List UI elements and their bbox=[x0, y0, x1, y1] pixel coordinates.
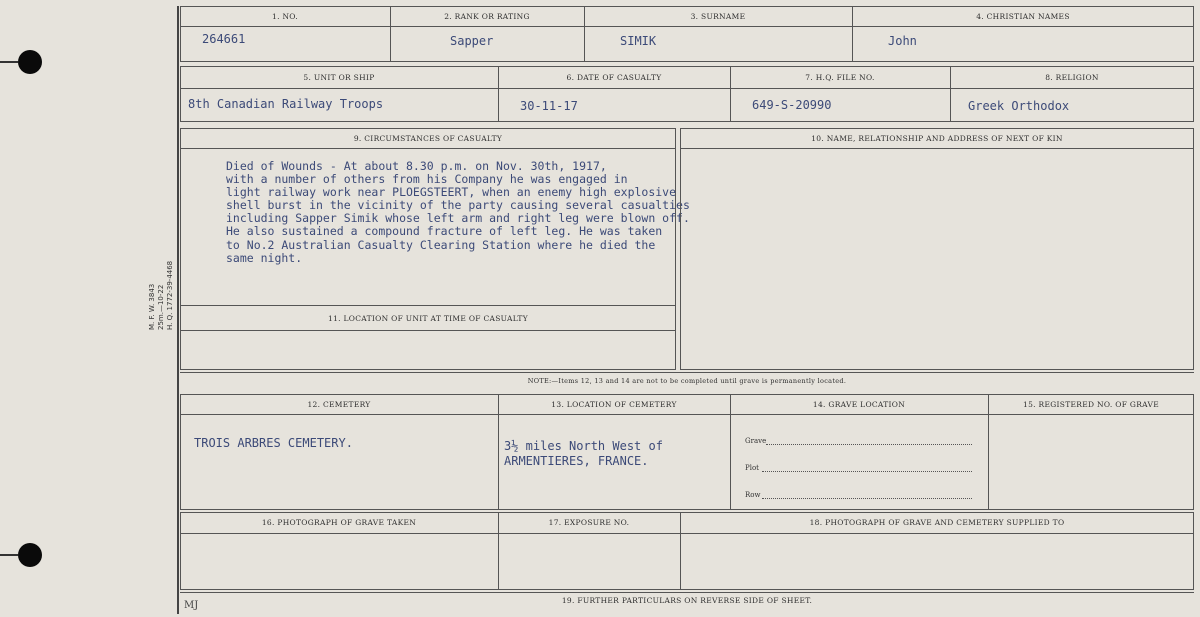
punch-hole-top bbox=[18, 50, 42, 74]
row4-divider bbox=[730, 394, 731, 510]
clerk-initials: MJ bbox=[184, 600, 199, 611]
rank-label: 2. RANK OR RATING bbox=[444, 12, 530, 21]
religion-label: 8. RELIGION bbox=[1045, 73, 1099, 82]
next-of-kin-label: 10. NAME, RELATIONSHIP AND ADDRESS OF NEXT OF KIN bbox=[811, 134, 1063, 143]
circumstances-line: to No.2 Australian Casualty Clearing Station where he died the bbox=[226, 237, 656, 252]
punch-hole-bottom-tail bbox=[0, 554, 18, 556]
row5-label-rule bbox=[180, 533, 1194, 534]
hq-file-value: 649-S-20990 bbox=[752, 98, 832, 112]
footer-rule bbox=[180, 592, 1194, 593]
unit-label: 5. UNIT OR SHIP bbox=[303, 73, 375, 82]
next-of-kin-label-rule bbox=[680, 148, 1194, 149]
row4-divider bbox=[988, 394, 989, 510]
photo-taken-label: 16. PHOTOGRAPH OF GRAVE TAKEN bbox=[261, 518, 417, 527]
form-note-line: M. F. W. 3843 bbox=[148, 283, 156, 330]
row4-frame bbox=[180, 394, 1194, 510]
rank-value: Sapper bbox=[450, 34, 494, 48]
hq-file-label: 7. H.Q. FILE NO. bbox=[805, 73, 875, 82]
circumstances-line: same night. bbox=[226, 250, 303, 265]
location-unit-rule-bottom bbox=[180, 330, 676, 331]
form-note-line: 25m.—10-22 bbox=[157, 284, 165, 330]
christian-names-value: John bbox=[888, 34, 917, 48]
circumstances-line: shell burst in the vicinity of the party causing several casualties bbox=[226, 198, 690, 213]
circumstances-line: including Sapper Simik whose left arm and right leg were blown off. bbox=[226, 211, 690, 226]
no-value: 264661 bbox=[202, 32, 246, 46]
date-label: 6. DATE OF CASUALTY bbox=[566, 73, 662, 82]
circumstances-label: 9. CIRCUMSTANCES OF CASUALTY bbox=[353, 134, 503, 143]
grave-location-label: 14. GRAVE LOCATION bbox=[812, 400, 906, 409]
cemetery-location-line1: 3½ miles North West of bbox=[504, 439, 663, 453]
date-value: 30-11-17 bbox=[520, 99, 578, 113]
note-rule bbox=[180, 372, 1194, 373]
row1-label-rule bbox=[180, 26, 1194, 27]
unit-value: 8th Canadian Railway Troops bbox=[188, 97, 384, 111]
circumstances-label-rule bbox=[180, 148, 676, 149]
circumstances-line: with a number of others from his Company he was engaged in bbox=[226, 172, 628, 187]
location-cemetery-label: 13. LOCATION OF CEMETERY bbox=[551, 400, 677, 409]
row-field-line bbox=[762, 498, 972, 499]
row2-label-rule bbox=[180, 88, 1194, 89]
circumstances-line: He also sustained a compound fracture of left leg. He was taken bbox=[226, 224, 663, 239]
photo-supplied-label: 18. PHOTOGRAPH OF GRAVE AND CEMETERY SUPPLIED TO bbox=[809, 518, 1065, 527]
form-note-line: H. Q. 1772-39-4468 bbox=[166, 260, 174, 330]
margin-rule bbox=[177, 6, 179, 614]
note-text: NOTE:—Items 12, 13 and 14 are not to be completed until grave is permanently located. bbox=[527, 377, 847, 385]
surname-value: SIMIK bbox=[620, 34, 657, 48]
cemetery-location-line2: ARMENTIERES, FRANCE. bbox=[504, 454, 649, 468]
row4-divider bbox=[498, 394, 499, 510]
circumstances-line: light railway work near PLOEGSTEERT, when an enemy high explosive bbox=[226, 185, 677, 200]
punch-hole-top-tail bbox=[0, 61, 18, 63]
row-field-label: Row bbox=[745, 491, 761, 499]
registered-no-label: 15. REGISTERED NO. OF GRAVE bbox=[1023, 400, 1159, 409]
surname-label: 3. SURNAME bbox=[690, 12, 746, 21]
plot-field-label: Plot bbox=[745, 464, 759, 472]
grave-field-line bbox=[766, 444, 972, 445]
exposure-label: 17. EXPOSURE NO. bbox=[548, 518, 630, 527]
circumstances-text bbox=[226, 160, 690, 265]
circumstances-line: Died of Wounds - At about 8.30 p.m. on Nov. 30th, 1917, bbox=[226, 159, 607, 173]
location-unit-rule-top bbox=[180, 305, 676, 306]
punch-hole-bottom bbox=[18, 543, 42, 567]
religion-value: Greek Orthodox bbox=[968, 99, 1070, 113]
cemetery-value: TROIS ARBRES CEMETERY. bbox=[194, 436, 353, 450]
form-number-note bbox=[148, 261, 175, 330]
christian-names-label: 4. CHRISTIAN NAMES bbox=[976, 12, 1070, 21]
grave-field-label: Grave bbox=[745, 437, 767, 445]
plot-field-line bbox=[762, 471, 972, 472]
next-of-kin-frame bbox=[680, 128, 1194, 370]
no-label: 1. NO. bbox=[272, 12, 298, 21]
location-unit-label: 11. LOCATION OF UNIT AT TIME OF CASUALTY bbox=[328, 314, 528, 323]
further-particulars-label: 19. FURTHER PARTICULARS ON REVERSE SIDE OF SHEET. bbox=[561, 596, 813, 605]
row4-label-rule bbox=[180, 414, 1194, 415]
cemetery-label: 12. CEMETERY bbox=[307, 400, 371, 409]
